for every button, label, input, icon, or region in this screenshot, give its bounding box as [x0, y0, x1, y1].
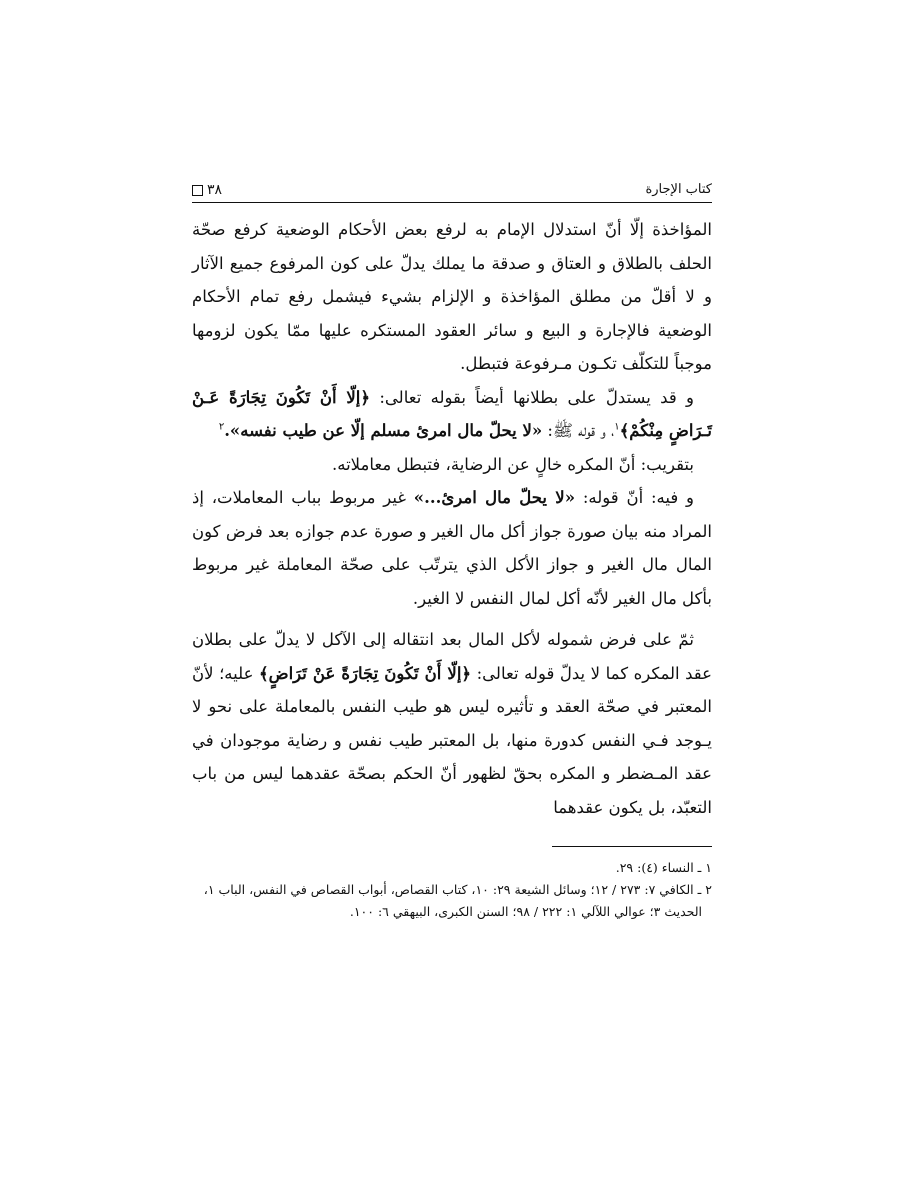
- page-header: [192, 170, 712, 198]
- paragraph-2-intro: و قد يستدلّ على بطلانها أيضاً بقوله تعالى:: [370, 387, 694, 407]
- book-title: كتاب الإجارة: [645, 182, 712, 197]
- square-icon: [192, 185, 203, 196]
- footnotes: [192, 857, 712, 923]
- document-page: [192, 170, 712, 1070]
- footnote-2-line-2: الحديث ٣؛ عوالي اللآلي ١: ٢٢٢ / ٩٨؛ السنن الكبرى، البيهقي ٦: ١٠٠.: [349, 904, 702, 919]
- body-text: [192, 213, 712, 824]
- header-divider: [192, 202, 712, 203]
- footnote-1: ١ ـ النساء (٤): ٢٩.: [615, 860, 712, 875]
- paragraph-1: المؤاخذة إلّا أنّ استدلال الإمام به لرفع بعض الأحكام الوضعية كرفع صحّة الحلف بالطلاق و العتاق و صدقة ما يملك يدلّ على كون المرفوع جميع الآثار و لا أقلّ من مطلق المؤاخذة و الإلزام بشيء فيشمل رفع تمام الأحكام الوضعية فالإجارة و البيع و سائر العقود المستكره عليها ممّا يكون لزومها موجباً للتكلّف تكـون مـرفوعة فتبطل.: [192, 220, 712, 373]
- paragraph-2-middle: ، و قوله ﷺ:: [542, 421, 615, 440]
- paragraph-4-intro: و فيه: أنّ قوله:: [575, 488, 695, 507]
- page-number: [192, 182, 222, 198]
- paragraph-4-body: غير مربوط بباب المعاملات، إذ المراد منه بيان صورة جواز أكل مال الغير و صورة عدم جوازه بعد فرض كون المال مال الغير و جواز الأكل الذي يترتّب على صحّة المعاملة غير مربوط بأكل مال الغير لأنّه أكل لمال النفس لا الغير.: [192, 488, 712, 608]
- footnote-2-line-1: ٢ ـ الكافي ٧: ٢٧٣ / ١٢؛ وسائل الشيعة ٢٩: ١٠، كتاب القصاص، أبواب القصاص في النفس، الباب ١،: [203, 882, 712, 897]
- hadith-quote: «لا يحلّ مال امرئ مسلم إلّا عن طيب نفسه».: [224, 421, 543, 440]
- paragraph-4: [192, 481, 712, 615]
- page-number-value: ۳۸: [207, 182, 223, 198]
- quran-verse-short: ﴿إلّا أَنْ تَكُونَ تِجَارَةً عَنْ تَرَاضٍ﴾: [258, 663, 472, 683]
- footnote-divider: [552, 846, 712, 847]
- hadith-quote-short: «لا يحلّ مال امرئ...»: [413, 488, 576, 507]
- paragraph-3: بتقريب: أنّ المكره خالٍ عن الرضاية، فتبطل معاملاته.: [331, 454, 694, 474]
- paragraph-5: [192, 623, 712, 824]
- paragraph-5-body: عليه؛ لأنّ المعتبر في صحّة العقد و تأثيره ليس هو طيب النفس بالمعاملة على نحو لا يـوجد فـي النفس كدورة منها، بل المعتبر طيب نفس و رضاية موجودان في عقد المـضطر و المكره بحقّ لظهور أنّ الحكم بصحّة عقدهما ليس من باب التعبّد، بل يكون عقدهما: [192, 663, 712, 817]
- paragraph-2: [192, 381, 712, 448]
- paragraph-5-intro: ثمّ على فرض شموله لأكل المال بعد انتقاله إلى الآكل لا يدلّ على بطلان عقد المكره كما لا يدلّ قوله تعالى:: [192, 630, 712, 683]
- footnote-ref-1[interactable]: ١: [614, 421, 620, 433]
- footnote-ref-2[interactable]: ٢: [218, 421, 225, 433]
- quran-verse: ﴿إلّا أَنْ تَكُونَ تِجَارَةً عَـنْ تَـرَاضٍ مِنْكُمْ﴾: [192, 387, 712, 440]
